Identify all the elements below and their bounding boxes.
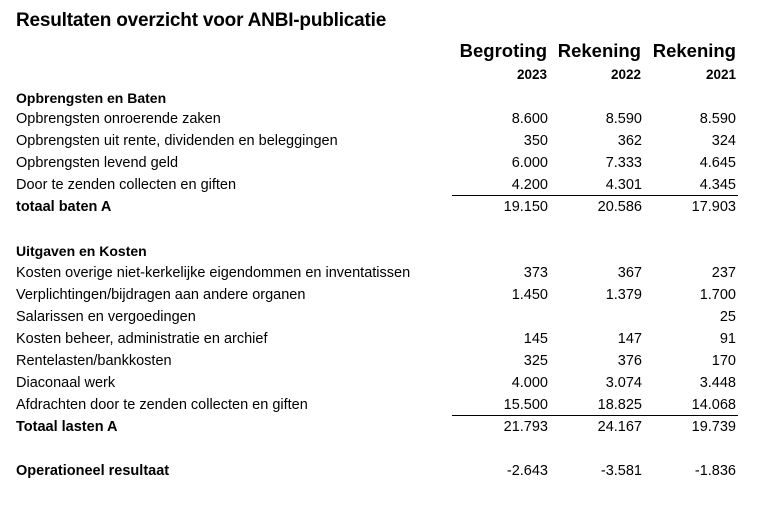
total-rekening-2022: 20.586: [597, 199, 642, 215]
total-rekening-2022: 24.167: [597, 419, 642, 435]
row-label: Diaconaal werk: [16, 375, 116, 391]
total-row-expenses: [16, 417, 746, 437]
row-label: Opbrengsten uit rente, dividenden en beleggingen: [16, 133, 338, 149]
value-rekening-2022: 7.333: [605, 155, 642, 171]
column-header-begroting: Begroting: [459, 40, 547, 61]
value-rekening-2022: 362: [617, 133, 642, 149]
row-label: Door te zenden collecten en giften: [16, 177, 237, 193]
value-rekening-2022: 376: [617, 353, 642, 369]
total-begroting-2023: 21.793: [503, 419, 548, 435]
value-rekening-2022: 367: [617, 265, 642, 281]
result-label: Operationeel resultaat: [16, 463, 170, 479]
value-rekening-2022: 18.825: [597, 397, 642, 413]
column-header-rekening-2021: Rekening: [652, 40, 736, 61]
row-label: Verplichtingen/bijdragen aan andere organen: [16, 287, 306, 303]
table-row: [16, 373, 746, 393]
value-rekening-2021: 324: [711, 133, 736, 149]
value-rekening-2022: 8.590: [605, 111, 642, 127]
table-row: [16, 395, 746, 415]
total-rekening-2021: 17.903: [691, 199, 736, 215]
table-row: [16, 131, 746, 151]
value-rekening-2021: 91: [719, 331, 736, 347]
value-begroting-2023: 373: [523, 265, 548, 281]
table-row: [16, 263, 746, 283]
document-title: Resultaten overzicht voor ANBI-publicatie: [16, 10, 387, 31]
total-label: totaal baten A: [16, 199, 112, 215]
result-begroting-2023: -2.643: [506, 463, 548, 479]
value-rekening-2021: 170: [711, 353, 736, 369]
row-label: Salarissen en vergoedingen: [16, 309, 196, 325]
value-begroting-2023: 1.450: [511, 287, 548, 303]
value-begroting-2023: 350: [523, 133, 548, 149]
value-rekening-2021: 4.345: [699, 177, 736, 193]
total-rekening-2021: 19.739: [691, 419, 736, 435]
value-begroting-2023: 4.000: [511, 375, 548, 391]
value-rekening-2022: 147: [617, 331, 642, 347]
row-label: Kosten beheer, administratie en archief: [16, 331, 268, 347]
table-row: [16, 175, 746, 195]
row-label: Rentelasten/bankkosten: [16, 353, 172, 369]
value-rekening-2021: 237: [711, 265, 736, 281]
total-row-income: [16, 197, 746, 217]
value-begroting-2023: 15.500: [503, 397, 548, 413]
table-row: [16, 285, 746, 305]
value-rekening-2021: 14.068: [691, 397, 736, 413]
total-label: Totaal lasten A: [16, 419, 118, 435]
value-rekening-2022: 1.379: [605, 287, 642, 303]
value-rekening-2022: 4.301: [605, 177, 642, 193]
row-label: Kosten overige niet-kerkelijke eigendommen en inventatissen: [16, 265, 411, 281]
operational-result-row: [16, 461, 746, 481]
column-year-2021: 2021: [705, 67, 736, 82]
value-rekening-2021: 3.448: [699, 375, 736, 391]
column-year-2023: 2023: [516, 67, 547, 82]
value-rekening-2022: 3.074: [605, 375, 642, 391]
section-heading-label: Opbrengsten en Baten: [16, 90, 167, 106]
value-rekening-2021: 8.590: [699, 111, 736, 127]
table-row: [16, 153, 746, 173]
section-heading-label: Uitgaven en Kosten: [16, 243, 147, 259]
value-rekening-2021: 4.645: [699, 155, 736, 171]
value-begroting-2023: 145: [523, 331, 548, 347]
table-row: [16, 329, 746, 349]
row-label: Afdrachten door te zenden collecten en giften: [16, 397, 308, 413]
subtotal-divider: [452, 415, 738, 416]
result-rekening-2022: -3.581: [600, 463, 642, 479]
value-begroting-2023: 325: [523, 353, 548, 369]
row-label: Opbrengsten onroerende zaken: [16, 111, 221, 127]
total-begroting-2023: 19.150: [503, 199, 548, 215]
value-begroting-2023: 4.200: [511, 177, 548, 193]
column-header-rekening-2022: Rekening: [557, 40, 641, 61]
value-begroting-2023: 6.000: [511, 155, 548, 171]
section-heading-income: [16, 88, 746, 108]
value-rekening-2021: 25: [719, 309, 736, 325]
result-rekening-2021: -1.836: [694, 463, 736, 479]
subtotal-divider: [452, 195, 738, 196]
table-row: [16, 109, 746, 129]
table-row: [16, 351, 746, 371]
row-label: Opbrengsten levend geld: [16, 155, 179, 171]
section-heading-expenses: [16, 241, 746, 261]
column-year-2022: 2022: [610, 67, 641, 82]
table-row: [16, 307, 746, 327]
value-rekening-2021: 1.700: [699, 287, 736, 303]
value-begroting-2023: 8.600: [511, 111, 548, 127]
